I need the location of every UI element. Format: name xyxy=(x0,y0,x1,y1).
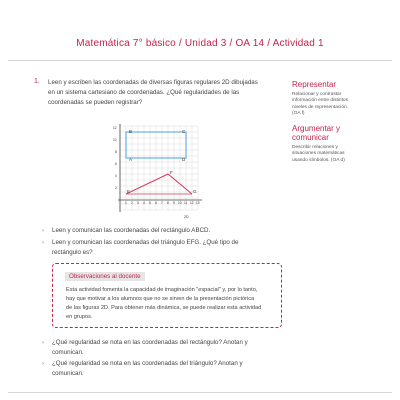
x-tick: 9 xyxy=(173,201,175,205)
bullet-text: comunican. xyxy=(52,370,84,377)
x-tick: 7 xyxy=(161,201,163,205)
bullet-item xyxy=(42,238,239,258)
x-tick: 3 xyxy=(137,201,139,205)
notes-line: Esta actividad fomenta la capacidad de imaginación "espacial" y, por lo tanto, xyxy=(66,287,258,293)
teacher-notes-text xyxy=(66,286,271,322)
skill-line: Describir relaciones y xyxy=(292,145,338,150)
point-label-d: D xyxy=(182,157,186,162)
skill-line: información entre distintos xyxy=(292,98,348,104)
notes-line: de las figuras 2D. Para obtener más dinámica, se puede realizar esta actividad xyxy=(66,305,262,311)
skill-title-representar: Representar xyxy=(292,80,337,89)
skill-line: Relacionar y contrastar xyxy=(292,92,342,97)
bullet-text: ¿Qué regularidad se nota en las coordenadas del rectángulo? Anotan y xyxy=(52,339,248,346)
cartesian-graph xyxy=(112,122,208,222)
y-tick: 4 xyxy=(115,174,117,178)
page-title: Matemática 7° básico / Unidad 3 / OA 14 / Actividad 1 xyxy=(76,38,324,49)
x-axis-label: 2D xyxy=(184,215,189,219)
x-tick: 5 xyxy=(149,201,151,205)
notes-line: hay que motivar a los alumnos que no se sirven de la presentación pictórica xyxy=(66,296,255,302)
bullet-item xyxy=(42,338,248,358)
point-label-g: G xyxy=(193,189,197,194)
question-line: coordenadas se pueden registrar? xyxy=(48,99,143,106)
bullet-arrow-icon: › xyxy=(42,240,44,246)
x-tick: 12 xyxy=(190,201,194,205)
bullet-text: comunican. xyxy=(52,349,84,356)
footer-divider xyxy=(8,392,392,393)
x-tick: 8 xyxy=(167,201,169,205)
bullet-text: Leen y comunican las coordenadas del triángulo EFG. ¿Qué tipo de xyxy=(52,239,239,246)
x-tick: 1 xyxy=(125,201,127,205)
x-tick: 6 xyxy=(155,201,157,205)
point-label-e: E xyxy=(127,189,131,194)
x-tick: 11 xyxy=(184,201,188,205)
skill-title-argumentar xyxy=(292,124,340,142)
y-tick: 6 xyxy=(115,162,117,166)
y-tick: 10 xyxy=(113,138,117,142)
triangle-efg xyxy=(126,174,192,194)
skill-description-argumentar xyxy=(292,145,382,164)
teacher-notes-title: Observaciones al docente xyxy=(65,272,145,281)
question-line: en un sistema cartesiano de coordenadas. ¿Qué regularidades de las xyxy=(48,89,240,96)
bullet-arrow-icon: › xyxy=(42,340,44,346)
bullet-item xyxy=(42,226,211,236)
header-divider xyxy=(8,60,392,61)
bullet-text: rectángulo es? xyxy=(52,249,93,256)
x-tick: 10 xyxy=(178,201,182,205)
skill-line: (OA f) xyxy=(292,111,305,117)
skill-title-line: comunicar xyxy=(292,133,329,142)
y-tick: 8 xyxy=(115,150,117,154)
bullet-text: Leen y comunican las coordenadas del rectángulo ABCD. xyxy=(52,227,211,234)
skill-description-representar xyxy=(292,92,382,118)
skill-title-line: Argumentar y xyxy=(292,124,341,133)
point-label-b: B xyxy=(129,129,133,134)
bullet-item xyxy=(42,359,243,379)
question-text xyxy=(48,78,278,108)
question-line: Leen y escriben las coordenadas de diversas figuras regulares 2D dibujadas xyxy=(48,79,258,86)
y-tick: 2 xyxy=(115,186,117,190)
y-tick: 12 xyxy=(113,126,117,130)
skill-line: situaciones matemáticas xyxy=(292,151,345,157)
x-tick: 13 xyxy=(196,201,200,205)
x-tick: 4 xyxy=(143,201,145,205)
bullet-text: ¿Qué regularidad se nota en las coordenadas del triángulo? Anotan y xyxy=(52,360,243,367)
point-label-a: A xyxy=(129,157,133,162)
skill-line: usando símbolos. (OA d) xyxy=(292,157,345,163)
skill-line: niveles de representación. xyxy=(292,104,348,110)
question-number: 1. xyxy=(34,78,40,85)
x-tick: 2 xyxy=(131,201,133,205)
bullet-arrow-icon: › xyxy=(42,228,44,234)
bullet-arrow-icon: › xyxy=(42,361,44,367)
point-label-f: F xyxy=(170,170,173,175)
notes-line: en grupos. xyxy=(66,314,93,320)
teacher-notes-box xyxy=(52,263,282,328)
point-label-c: C xyxy=(182,129,186,134)
